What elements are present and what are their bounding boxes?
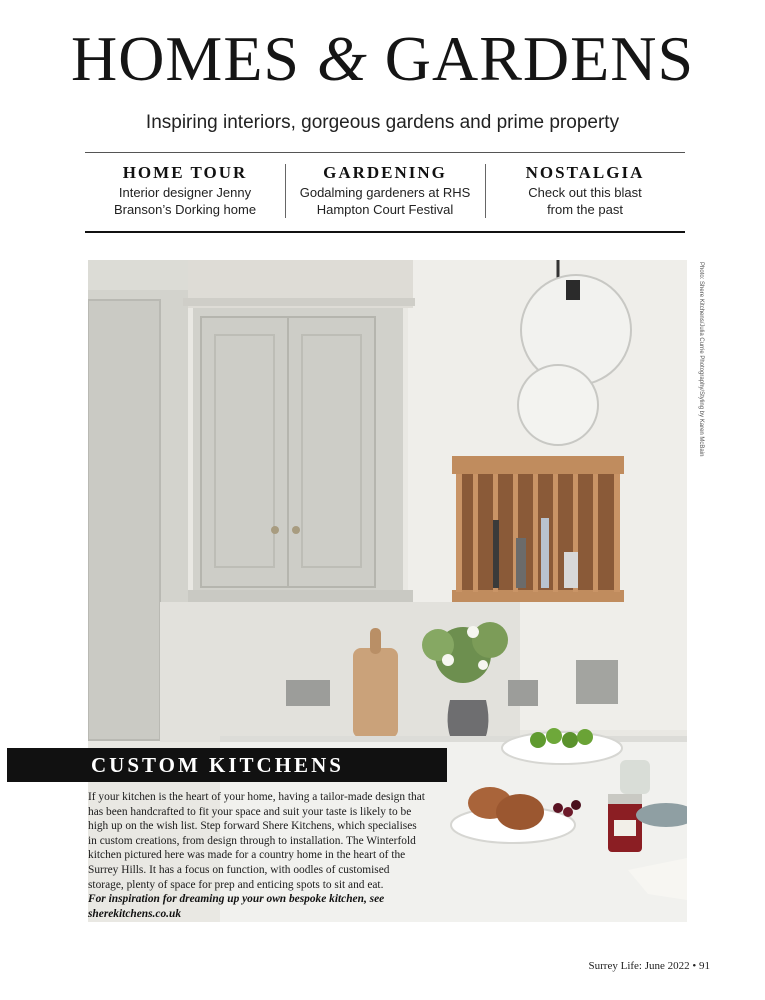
- top-rule: [85, 152, 685, 153]
- article-headline: CUSTOM KITCHENS: [91, 753, 344, 777]
- masthead-ampersand: &: [317, 23, 368, 94]
- headline-bar: [7, 748, 447, 782]
- teaser-gardening[interactable]: [285, 162, 485, 222]
- teaser-description-line: from the past: [547, 202, 623, 217]
- bottom-rule: [85, 231, 685, 233]
- teaser-row: [85, 162, 685, 222]
- teaser-description-line: Branson’s Dorking home: [113, 202, 257, 217]
- teaser-home-tour[interactable]: [85, 162, 285, 222]
- teaser-kicker: GARDENING: [323, 163, 447, 182]
- masthead-part-2: GARDENS: [367, 23, 695, 94]
- teaser-kicker: HOME TOUR: [122, 163, 248, 182]
- teaser-description-line: Check out this blast: [528, 185, 642, 200]
- article-body: [88, 790, 428, 921]
- teaser-nostalgia[interactable]: [485, 162, 685, 222]
- tagline: Inspiring interiors, gorgeous gardens and prime property: [145, 112, 620, 133]
- masthead-part-1: HOMES: [70, 23, 317, 94]
- teaser-kicker: NOSTALGIA: [525, 163, 645, 182]
- photo-credit: Photo: Shere Kitchens/Julia Currie Photography/Styling by Karen McBain: [698, 262, 704, 457]
- masthead: [0, 22, 765, 96]
- teaser-description-line: Hampton Court Festival: [316, 202, 454, 217]
- article-call-to-action[interactable]: For inspiration for dreaming up your own bespoke kitchen, see sherekitchens.co.uk: [88, 893, 385, 920]
- article-body-text: If your kitchen is the heart of your home, having a tailor-made design that has been handcrafted to fit your space and suit your taste is likely to be high up on the wish list. Step forward Shere Kitchens, which specialises in custom creations, from design through to installation. The Winterfold kitchen pictured here was made for a country home in the heart of the Surrey Hills. It has a focus on function, with oodles of customised storage, plenty of space for prep and enticing spots to sit and eat.: [88, 791, 425, 891]
- teaser-description-line: Godalming gardeners at RHS: [299, 185, 471, 200]
- teaser-description-line: Interior designer Jenny: [118, 185, 252, 200]
- page-folio: Surrey Life: June 2022 • 91: [588, 960, 710, 972]
